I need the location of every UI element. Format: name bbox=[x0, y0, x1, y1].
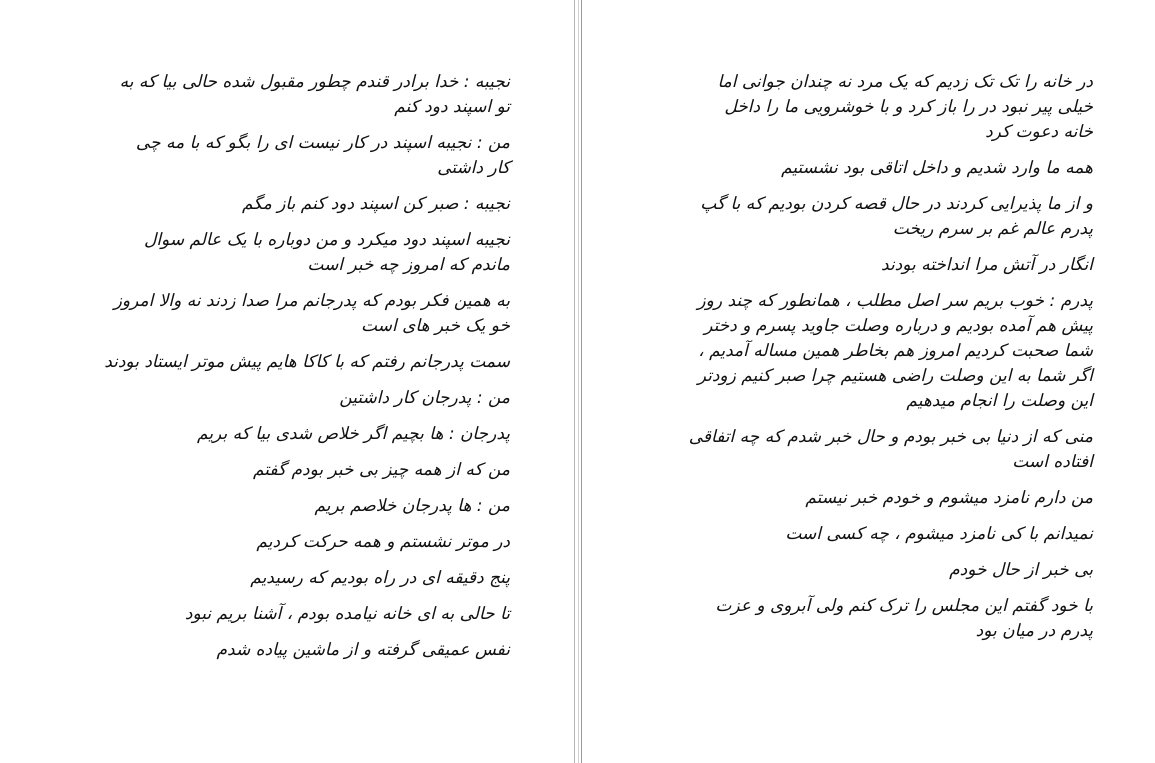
right-paragraph-5: پدرم : خوب بریم سر اصل مطلب ، همانطور که چند روز پیش هم آمده بودیم و درباره وصلت جاوید پسرم و دختر شما صحبت کردیم امروز هم بخاطر همین مساله آمدیم ، اگر شما به این وصلت راضی هستیم چرا صبر کنیم زودتر این وصلت را انجام میدهیم bbox=[697, 291, 1093, 411]
gutter-line bbox=[574, 0, 575, 763]
gutter-line bbox=[578, 0, 579, 763]
page-gutter bbox=[572, 0, 583, 763]
left-paragraph-1: نجیبه : خدا برادر قندم چطور مقبول شده حالی بیا که به تو اسپند دود کنم bbox=[119, 72, 510, 117]
right-paragraph-6: منی که از دنیا بی خبر بودم و حال خبر شدم که چه اتفاقی افتاده است bbox=[688, 427, 1093, 472]
right-page bbox=[583, 0, 1155, 763]
left-paragraph-6: سمت پدرجانم رفتم که با کاکا هایم پیش موتر ایستاد بودند bbox=[104, 352, 510, 372]
left-paragraph-13: تا حالی به ای خانه نیامده بودم ، آشنا بریم نبود bbox=[184, 604, 510, 624]
left-paragraph-3: نجیبه : صبر کن اسپند دود کنم باز مگم bbox=[242, 194, 510, 214]
right-paragraph-9: بی خبر از حال خودم bbox=[949, 560, 1093, 580]
left-paragraph-7: من : پدرجان کار داشتین bbox=[339, 388, 510, 408]
left-paragraph-8: پدرجان : ها بچیم اگر خلاص شدی بیا که بریم bbox=[197, 424, 510, 444]
right-paragraph-7: من دارم نامزد میشوم و خودم خبر نیستم bbox=[805, 488, 1093, 508]
right-page-text bbox=[643, 70, 1093, 655]
left-paragraph-9: من که از همه چیز بی خبر بودم گفتم bbox=[252, 460, 510, 480]
gutter-line bbox=[581, 0, 582, 763]
left-paragraph-5: به همین فکر بودم که پدرجانم مرا صدا زدند نه والا امروز خو یک خبر های است bbox=[113, 291, 510, 336]
right-paragraph-2: همه ما وارد شدیم و داخل اتاقی بود نشستیم bbox=[781, 158, 1093, 178]
left-paragraph-11: در موتر نشستم و همه حرکت کردیم bbox=[256, 532, 510, 552]
right-paragraph-8: نمیدانم با کی نامزد میشوم ، چه کسی است bbox=[785, 524, 1093, 544]
left-paragraph-14: نفس عمیقی گرفته و از ماشین پیاده شدم bbox=[216, 640, 510, 660]
left-page-text bbox=[60, 70, 510, 674]
right-paragraph-10: با خود گفتم این مجلس را ترک کنم ولی آبروی و عزت پدرم در میان بود bbox=[715, 596, 1093, 641]
right-paragraph-1: در خانه را تک تک زدیم که یک مرد نه چندان جوانی اما خیلی پیر نبود در را باز کرد و با خوشرویی ما را داخل خانه دعوت کرد bbox=[717, 72, 1093, 142]
left-paragraph-2: من : نجیبه اسپند در کار نیست ای را بگو که با مه چی کار داشتی bbox=[135, 133, 510, 178]
left-paragraph-10: من : ها پدرجان خلاصم بریم bbox=[314, 496, 510, 516]
right-paragraph-4: انگار در آتش مرا انداخته بودند bbox=[881, 255, 1093, 275]
left-paragraph-12: پنج دقیقه ای در راه بودیم که رسیدیم bbox=[250, 568, 510, 588]
left-page bbox=[0, 0, 572, 763]
right-paragraph-3: و از ما پذیرایی کردند در حال قصه کردن بودیم که با گپ پدرم عالم غم بر سرم ریخت bbox=[700, 194, 1093, 239]
left-paragraph-4: نجیبه اسپند دود میکرد و من دوباره با یک عالم سوال ماندم که امروز چه خبر است bbox=[143, 230, 510, 275]
